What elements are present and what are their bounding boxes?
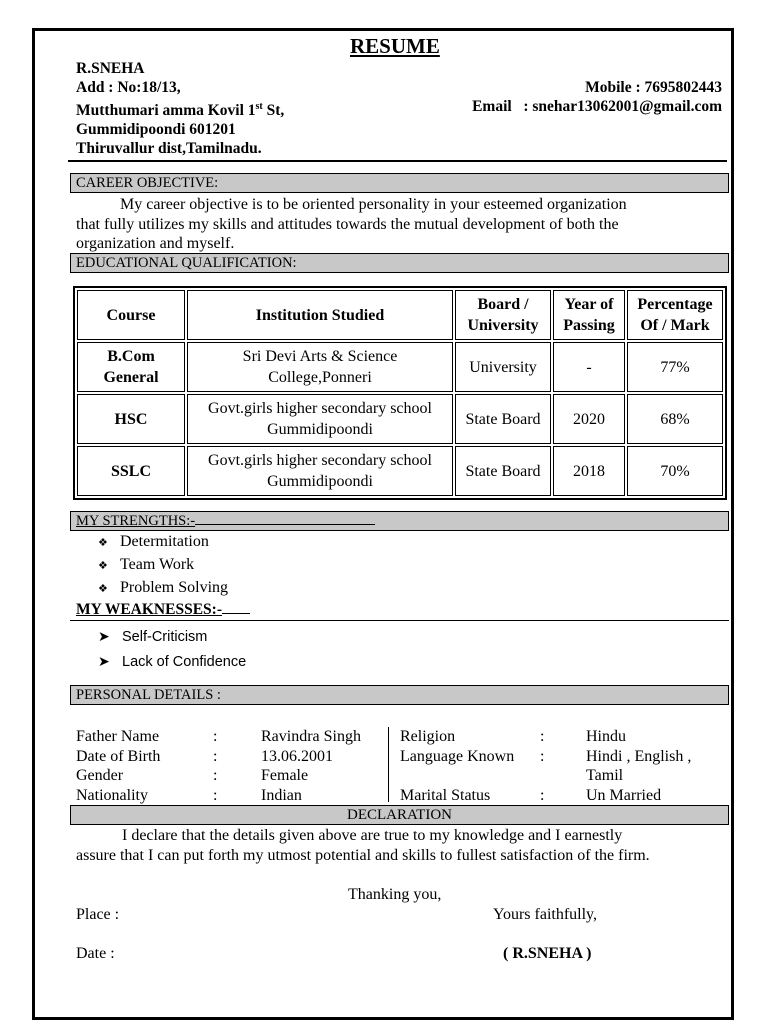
dob-value: 13.06.2001 — [261, 747, 333, 765]
career-objective-heading: CAREER OBJECTIVE: — [70, 173, 729, 193]
contact-address-block — [76, 59, 284, 158]
education-table — [73, 286, 727, 500]
mobile-number: 7695802443 — [644, 79, 722, 96]
signature-name: ( R.SNEHA ) — [503, 945, 592, 962]
weaknesses-heading: MY WEAKNESSES:- — [70, 601, 729, 621]
personal-right-labels: Religion Language Known Marital Status — [400, 728, 515, 804]
institution-cell: Govt.girls higher secondary school Gummidipoondi — [187, 446, 453, 496]
institution-cell: Sri Devi Arts & Science College,Ponneri — [187, 342, 453, 392]
religion-value: Hindu — [586, 728, 626, 745]
institution-cell: Govt.girls higher secondary school Gummidipoondi — [187, 394, 453, 444]
father-name-value: Ravindra Singh — [261, 728, 361, 745]
board-cell: State Board — [455, 446, 551, 496]
personal-right-colons: : : : — [540, 728, 545, 804]
gender-value: Female — [261, 767, 309, 784]
address-line: Mutthumari amma Kovil 1st St, — [76, 101, 285, 120]
course-cell: HSC — [77, 394, 185, 444]
column-header-institution: Institution Studied — [187, 290, 453, 340]
personal-details-heading: PERSONAL DETAILS : — [70, 685, 729, 705]
declaration-text: I declare that the details given above are true to my knowledge and I earnestly assure that I can put forth my utmost potential and skills to fullest satisfaction of the firm. — [76, 827, 650, 864]
email-address: snehar13062001@gmail.com — [532, 98, 722, 115]
mobile-line: Mobile : 7695802443 — [585, 79, 722, 96]
document-title: RESUME — [350, 34, 440, 58]
strengths-heading: MY STRENGTHS:- — [70, 511, 729, 531]
yours-faithfully: Yours faithfully, — [493, 906, 598, 923]
column-header-board: Board / University — [455, 290, 551, 340]
personal-left-values — [261, 727, 361, 805]
list-item: ❖ Determitation — [98, 531, 228, 554]
career-objective-text: My career objective is to be oriented personality in your esteemed organization that fully utilizes my skills and attitudes towards the mutual development of both the organization and myself. — [76, 196, 627, 252]
column-header-course: Course — [77, 290, 185, 340]
board-cell: State Board — [455, 394, 551, 444]
course-cell: B.Com General — [77, 342, 185, 392]
percentage-cell: 70% — [627, 446, 723, 496]
candidate-name: R.SNEHA — [76, 60, 145, 77]
arrow-bullet-icon: ➤ — [98, 628, 110, 644]
column-header-percentage: Percentage Of / Mark — [627, 290, 723, 340]
email-line: Email : snehar13062001@gmail.com — [472, 98, 722, 115]
address-line: Thiruvallur dist,Tamilnadu. — [76, 140, 262, 158]
column-header-year: Year of Passing — [553, 290, 625, 340]
nationality-value: Indian — [261, 786, 302, 804]
declaration-heading: DECLARATION — [70, 805, 729, 825]
list-item: ➤ Self-Criticism — [98, 624, 246, 649]
table-row — [77, 446, 723, 496]
arrow-bullet-icon: ➤ — [98, 653, 110, 669]
language-value-cont: Tamil — [586, 767, 624, 784]
language-value: Hindi , English , — [586, 747, 692, 765]
place-line: Place : — [76, 906, 120, 923]
year-cell: 2018 — [553, 446, 625, 496]
table-row — [77, 394, 723, 444]
diamond-bullet-icon: ❖ — [98, 583, 108, 595]
personal-left-labels: Father Name Date of Birth Gender Nationality — [76, 728, 161, 804]
personal-divider — [388, 727, 389, 802]
list-item: ❖ Team Work — [98, 554, 228, 577]
diamond-bullet-icon: ❖ — [98, 537, 108, 549]
marital-status-value: Un Married — [586, 786, 662, 804]
list-item: ❖ Problem Solving — [98, 577, 228, 600]
address-line: Gummidipoondi 601201 — [76, 121, 236, 139]
table-row — [77, 342, 723, 392]
year-cell: - — [553, 342, 625, 392]
personal-right-values — [586, 727, 691, 805]
board-cell: University — [455, 342, 551, 392]
address-line: Add : No:18/13, — [76, 79, 181, 96]
course-cell: SSLC — [77, 446, 185, 496]
education-heading: EDUCATIONAL QUALIFICATION: — [70, 253, 729, 273]
contact-info-block — [472, 78, 722, 116]
diamond-bullet-icon: ❖ — [98, 560, 108, 572]
personal-left-colons: : : : : — [213, 728, 218, 804]
year-cell: 2020 — [553, 394, 625, 444]
header-divider — [68, 160, 727, 162]
percentage-cell: 68% — [627, 394, 723, 444]
weaknesses-list — [98, 624, 246, 674]
strengths-list — [98, 531, 228, 600]
list-item: ➤ Lack of Confidence — [98, 649, 246, 674]
percentage-cell: 77% — [627, 342, 723, 392]
thanks-line: Thanking you, — [348, 886, 442, 903]
date-line: Date : — [76, 945, 115, 962]
table-header-row — [77, 290, 723, 340]
